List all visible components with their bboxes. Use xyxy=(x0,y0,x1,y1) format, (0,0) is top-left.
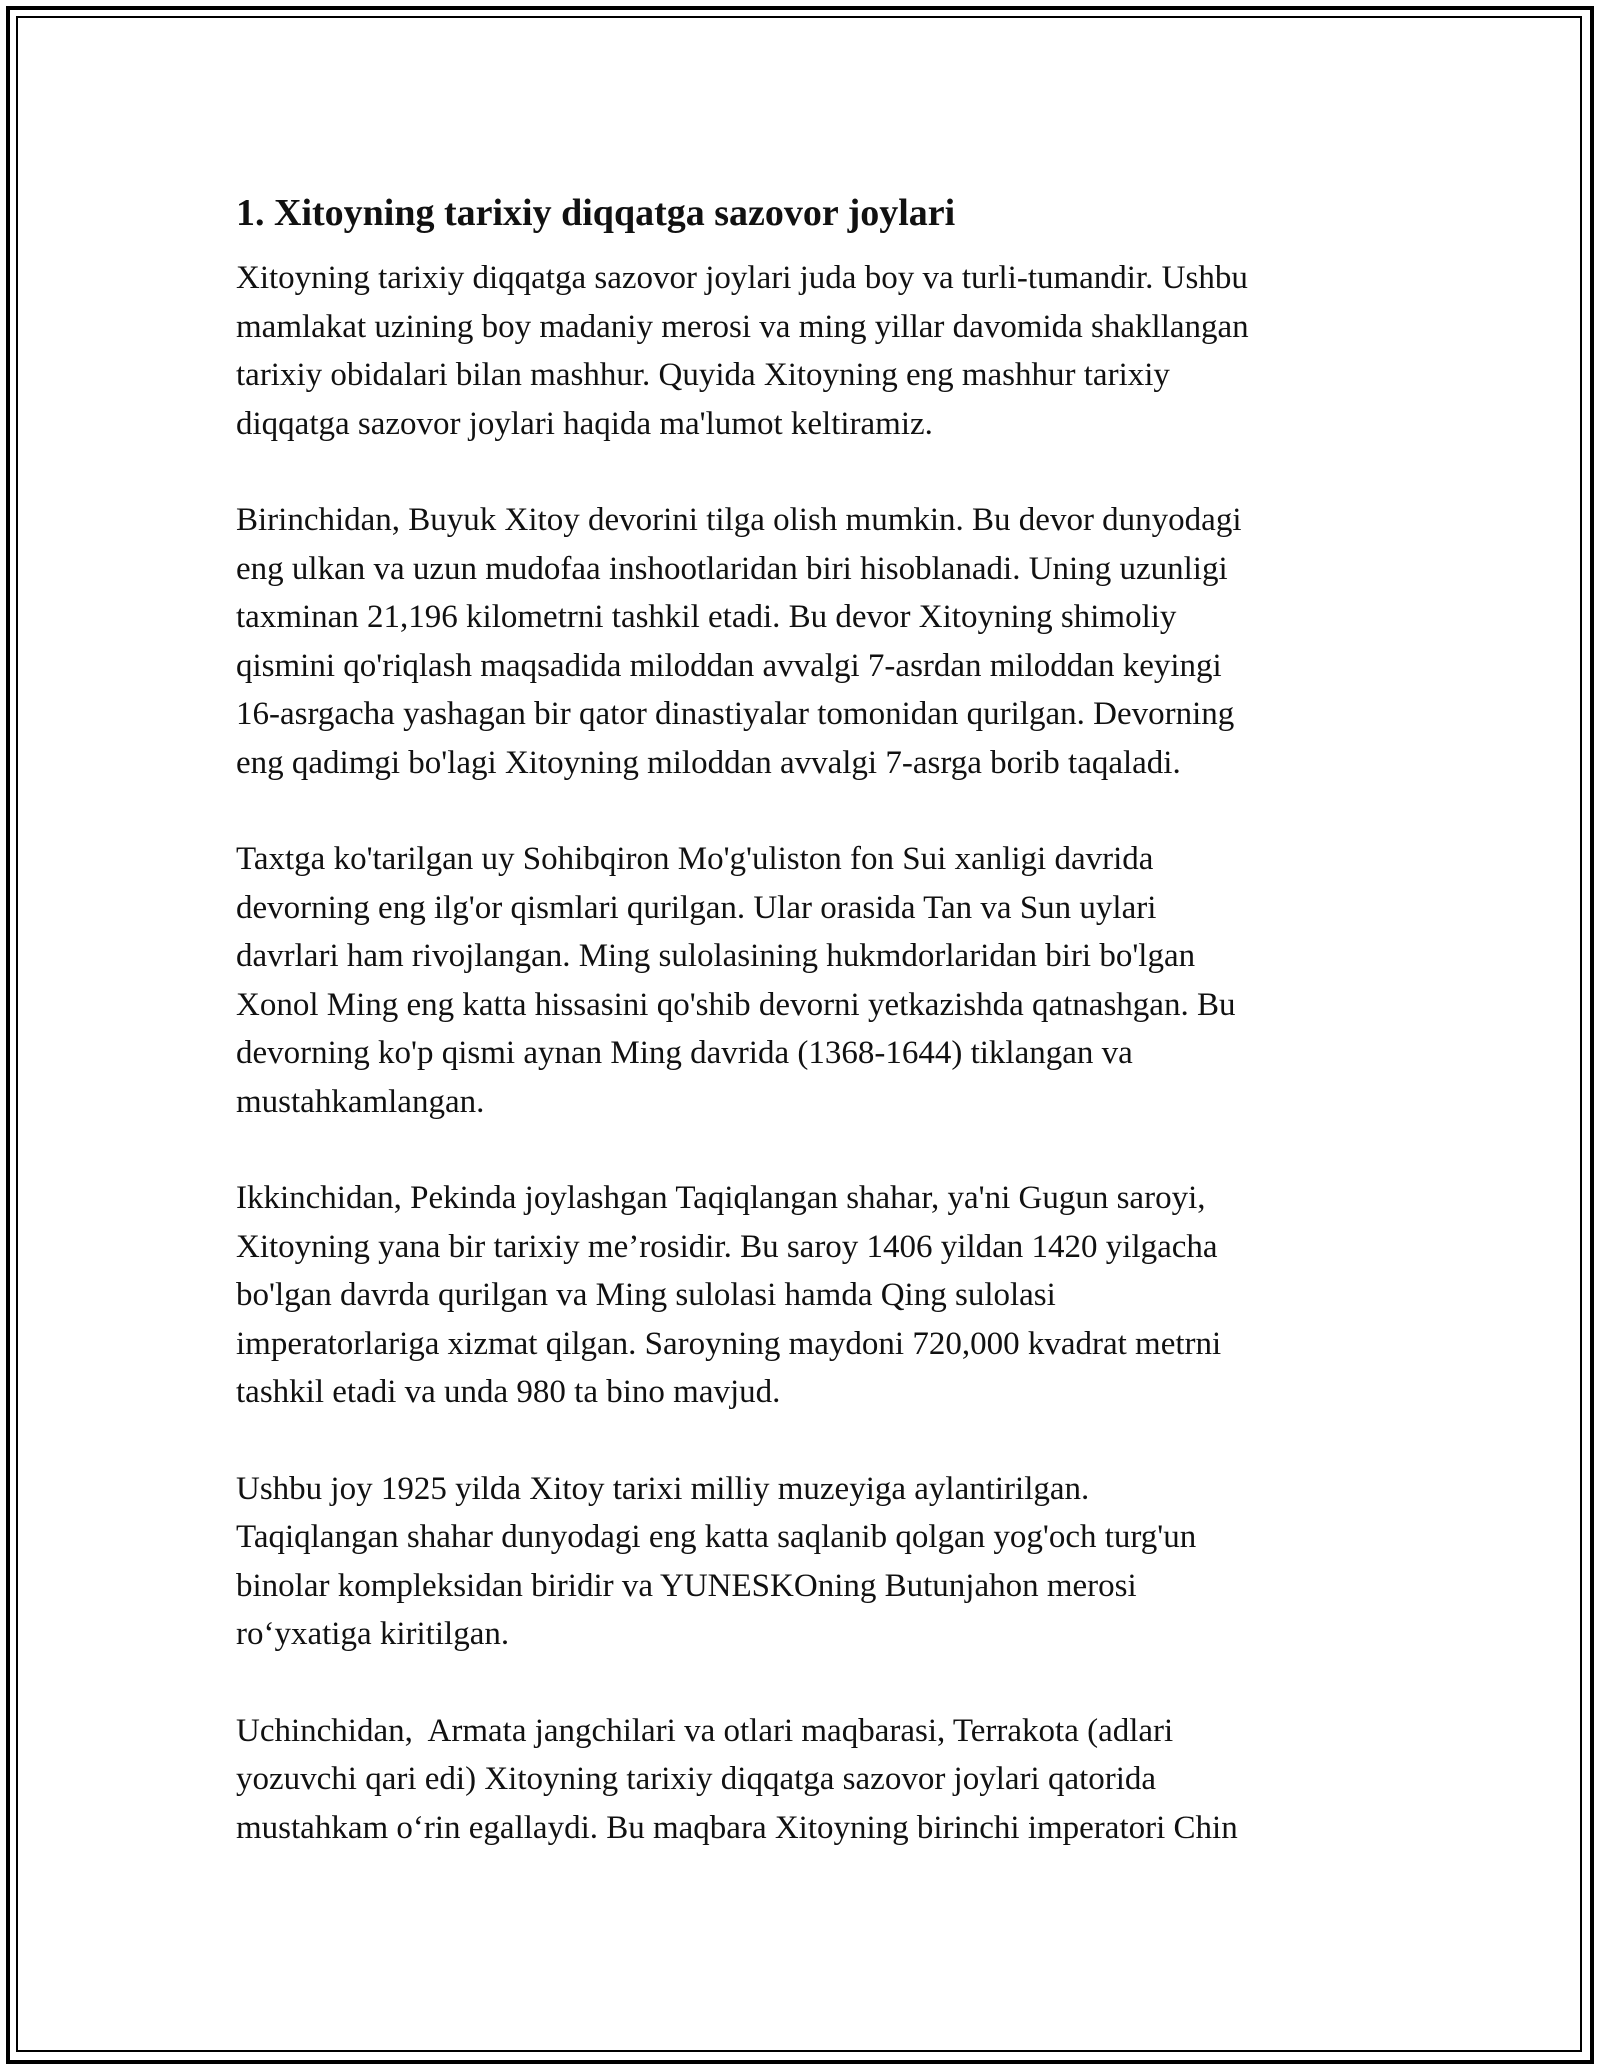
paragraph-museum: Ushbu joy 1925 yilda Xitoy tarixi milliy muzeyiga aylantirilgan. Taqiqlangan shahar dunyodagi eng katta saqlanib qolgan yog'och turg'un binolar kompleksidan biridir va YUNESKOning Butunjahon merosi ro‘yxatiga kiritilgan. xyxy=(236,1470,1197,1652)
section-heading: 1. Xitoyning tarixiy diqqatga sazovor joylari xyxy=(236,192,956,234)
paragraph-intro: Xitoyning tarixiy diqqatga sazovor joylari juda boy va turli-tumandir. Ushbu mamlakat uzining boy madaniy merosi va ming yillar davomida shakllangan tarixiy obidalari bilan mashhur. Quyida Xitoyning eng mashhur tarixiy diqqatga sazovor joylari haqida ma'lumot keltiramiz. xyxy=(236,260,1249,442)
paragraph-wall-history: Taxtga ko'tarilgan uy Sohibqiron Mo'g'uliston fon Sui xanligi davrida devorning eng ilg'or qismlari qurilgan. Ular orasida Tan va Sun uylari davrlari ham rivojlangan. Ming sulolasining hukmdorlaridan biri bo'lgan Xonol Ming eng katta hissasini qo'shib devorni yetkazishda qatnashgan. Bu devorning ko'p qismi aynan Ming davrida (1368-1644) tiklangan va mustahkamlangan. xyxy=(236,841,1236,1120)
paragraph-forbidden-city: Ikkinchidan, Pekinda joylashgan Taqiqlangan shahar, ya'ni Gugun saroyi, Xitoyning yana bir tarixiy me’rosidir. Bu saroy 1406 yildan 1420 yilgacha bo'lgan davrda qurilgan va Ming sulolasi hamda Qing sulolasi imperatorlariga xizmat qilgan. Saroyning maydoni 720,000 kvadrat metrni tashkil etadi va unda 980 ta bino mavjud. xyxy=(236,1180,1222,1410)
document-body xyxy=(236,188,1386,1900)
paragraph-great-wall: Birinchidan, Buyuk Xitoy devorini tilga olish mumkin. Bu devor dunyodagi eng ulkan va uzun mudofaa inshootlaridan biri hisoblanadi. Uning uzunligi taxminan 21,196 kilometrni tashkil etadi. Bu devor Xitoyning shimoliy qismini qo'riqlash maqsadida miloddan avvalgi 7-asrdan miloddan keyingi 16-asrgacha yashagan bir qator dinastiyalar tomonidan qurilgan. Devorning eng qadimgi bo'lagi Xitoyning miloddan avvalgi 7-asrga borib taqaladi. xyxy=(236,502,1242,781)
paragraph-terracotta: Uchinchidan, Armata jangchilari va otlari maqbarasi, Terrakota (adlari yozuvchi qari edi) Xitoyning tarixiy diqqatga sazovor joylari qatorida mustahkam o‘rin egallaydi. Bu maqbara Xitoyning birinchi imperatori Chin xyxy=(236,1712,1238,1846)
